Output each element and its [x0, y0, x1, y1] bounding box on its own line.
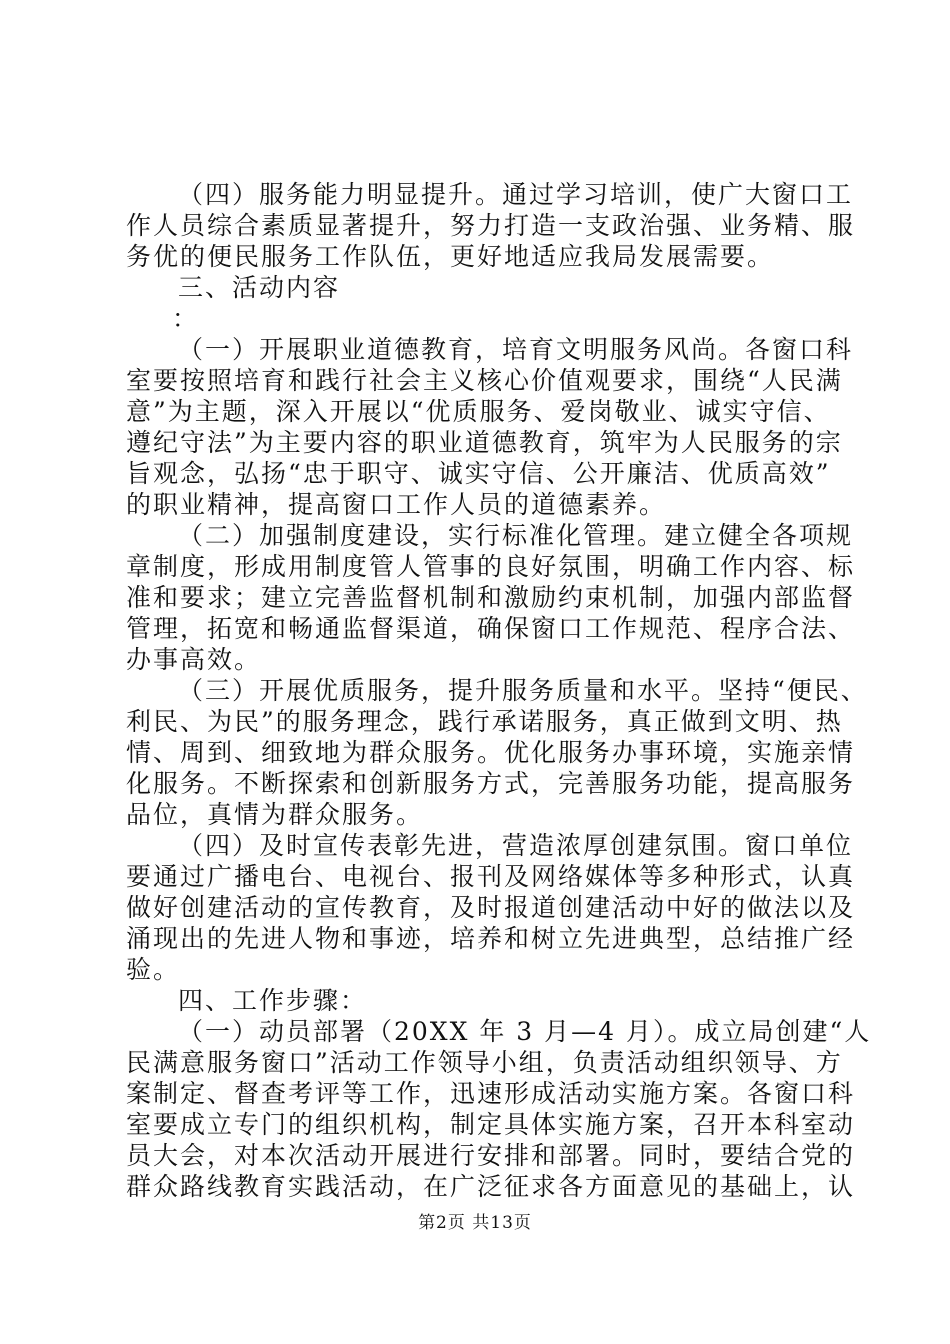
- text-line: 室要成立专门的组织机构，制定具体实施方案，召开本科室动: [126, 1110, 856, 1139]
- text-line: 群众路线教育实践活动，在广泛征求各方面意见的基础上，认: [126, 1172, 856, 1201]
- text-line: （一）动员部署（20XX 年 3 月—4 月）。成立局创建“人: [178, 1017, 872, 1046]
- text-line: （四）服务能力明显提升。通过学习培训，使广大窗口工: [178, 180, 854, 209]
- text-line: （一）开展职业道德教育，培育文明服务风尚。各窗口科: [178, 335, 854, 364]
- text-line: 准和要求；建立完善监督机制和激励约束机制，加强内部监督: [126, 583, 856, 612]
- text-line: 民满意服务窗口”活动工作领导小组，负责活动组织领导、方: [126, 1048, 843, 1077]
- text-line: 验。: [126, 955, 181, 984]
- text-line: 员大会，对本次活动开展进行安排和部署。同时，要结合党的: [126, 1141, 856, 1170]
- section-heading: 三、活动内容: [178, 273, 341, 302]
- text-line: 务优的便民服务工作队伍，更好地适应我局发展需要。: [126, 242, 775, 271]
- text-line: 作人员综合素质显著提升，努力打造一支政治强、业务精、服: [126, 211, 856, 240]
- text-line: 章制度，形成用制度管人管事的良好氛围，明确工作内容、标: [126, 552, 856, 581]
- text-line: 遵纪守法”为主要内容的职业道德教育，筑牢为人民服务的宗: [126, 428, 843, 457]
- text-line: 的职业精神，提高窗口工作人员的道德素养。: [126, 490, 667, 519]
- text-line: 利民、为民”的服务理念，践行承诺服务，真正做到文明、热: [126, 707, 843, 736]
- text-line: 涌现出的先进人物和事迹，培养和树立先进典型，总结推广经: [126, 924, 856, 953]
- text-line: 案制定、督查考评等工作，迅速形成活动实施方案。各窗口科: [126, 1079, 856, 1108]
- text-line: 管理，拓宽和畅通监督渠道，确保窗口工作规范、程序合法、: [126, 614, 856, 643]
- text-line: （二）加强制度建设，实行标准化管理。建立健全各项规: [178, 521, 854, 550]
- text-line: ：: [172, 304, 200, 333]
- text-line: 化服务。不断探索和创新服务方式，完善服务功能，提高服务: [126, 769, 856, 798]
- text-line: 意”为主题，深入开展以“优质服务、爱岗敬业、诚实守信、: [126, 397, 831, 426]
- text-line: 旨观念，弘扬“忠于职守、诚实守信、公开廉洁、优质高效”: [126, 459, 831, 488]
- text-line: 室要按照培育和践行社会主义核心价值观要求，围绕“人民满: [126, 366, 843, 395]
- section-heading: 四、工作步骤：: [178, 986, 368, 1015]
- text-line: 做好创建活动的宣传教育，及时报道创建活动中好的做法以及: [126, 893, 856, 922]
- text-line: 办事高效。: [126, 645, 262, 674]
- text-line: 情、周到、细致地为群众服务。优化服务办事环境，实施亲情: [126, 738, 856, 767]
- text-line: 要通过广播电台、电视台、报刊及网络媒体等多种形式，认真: [126, 862, 856, 891]
- text-line: （三）开展优质服务，提升服务质量和水平。坚持“便民、: [178, 676, 868, 705]
- page-footer: 第2页 共13页: [418, 1213, 532, 1233]
- text-line: （四）及时宣传表彰先进，营造浓厚创建氛围。窗口单位: [178, 831, 854, 860]
- text-line: 品位，真情为群众服务。: [126, 800, 424, 829]
